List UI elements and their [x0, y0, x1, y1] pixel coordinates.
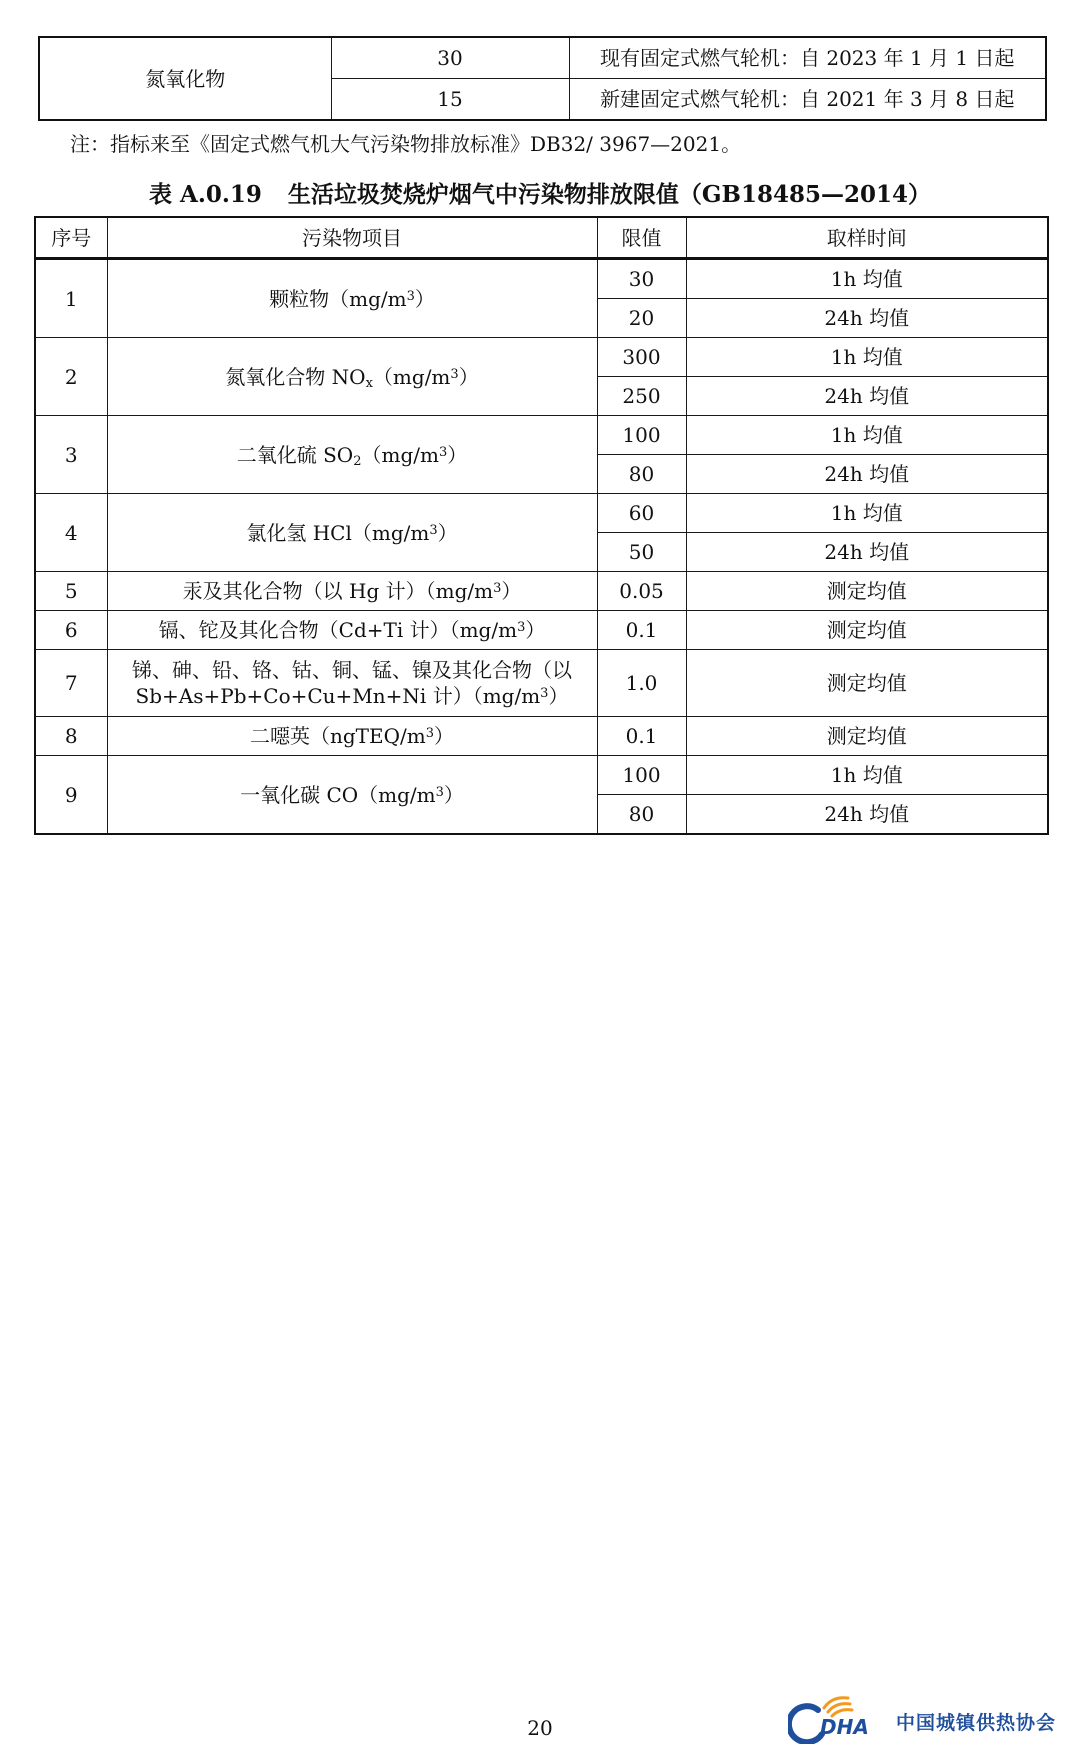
table-caption: [0, 176, 1080, 209]
limit-cell: 250: [597, 377, 686, 416]
table-row: [35, 494, 1048, 533]
table-header-row: [35, 217, 1048, 259]
table-row: [35, 717, 1048, 756]
limit-cell: 100: [597, 416, 686, 455]
table-row: [35, 259, 1048, 299]
sampling-time-cell: 测定均值: [686, 572, 1048, 611]
index-cell: 6: [35, 611, 107, 650]
limit-cell: 15: [331, 79, 569, 121]
index-cell: 5: [35, 572, 107, 611]
pollutant-cell: 二氧化硫 $SO_2(mg/m^3)$: [107, 416, 597, 494]
association-logo: [788, 1688, 1058, 1748]
index-cell: 1: [35, 259, 107, 338]
table-row: [35, 572, 1048, 611]
limit-cell: 30: [597, 259, 686, 299]
note-cell: 现有固定式燃气轮机：自 2023 年 1 月 1 日起: [569, 37, 1046, 79]
index-cell: 3: [35, 416, 107, 494]
sampling-time-cell: 24h 均值: [686, 377, 1048, 416]
table-row: [35, 756, 1048, 795]
note-cell: 新建固定式燃气轮机：自 2021 年 3 月 8 日起: [569, 79, 1046, 121]
org-name: 中国城镇供热协会: [896, 1712, 1057, 1734]
limit-cell: 1.0: [597, 650, 686, 717]
header-pollutant: 污染物项目: [107, 217, 597, 259]
table-row: [35, 338, 1048, 377]
sampling-time-cell: 1h 均值: [686, 494, 1048, 533]
limit-cell: 50: [597, 533, 686, 572]
svg-text:DHA: DHA: [820, 1715, 869, 1739]
sampling-time-cell: 24h 均值: [686, 533, 1048, 572]
incinerator-emission-limits-table: [34, 216, 1049, 835]
pollutant-cell: 汞及其化合物（以 Hg 计）$(mg/m^3)$: [107, 572, 597, 611]
limit-cell: 0.1: [597, 611, 686, 650]
pollutant-cell: 氯化氢 $HCl(mg/m^3)$: [107, 494, 597, 572]
pollutant-cell: 镉、铊及其化合物（Cd+Ti 计）$(mg/m^3)$: [107, 611, 597, 650]
sampling-time-cell: 24h 均值: [686, 299, 1048, 338]
index-cell: 8: [35, 717, 107, 756]
caption-number: 表 A.0.19: [148, 181, 262, 208]
header-sampling-time: 取样时间: [686, 217, 1048, 259]
pollutant-cell: 氮氧化物: [39, 37, 331, 120]
pollutant-cell: 氮氧化合物 $NO_x(mg/m^3)$: [107, 338, 597, 416]
limit-cell: 60: [597, 494, 686, 533]
index-cell: 4: [35, 494, 107, 572]
limit-cell: 20: [597, 299, 686, 338]
table-row: [39, 37, 1046, 79]
table-row: [35, 611, 1048, 650]
index-cell: 2: [35, 338, 107, 416]
header-index: 序号: [35, 217, 107, 259]
limit-cell: 30: [331, 37, 569, 79]
limit-cell: 80: [597, 455, 686, 494]
table-note: 注：指标来至《固定式燃气机大气污染物排放标准》DB32/ 3967—2021。: [70, 132, 742, 156]
sampling-time-cell: 测定均值: [686, 717, 1048, 756]
emission-limit-table-continued: [38, 36, 1047, 121]
table-row: [35, 650, 1048, 717]
limit-cell: 0.05: [597, 572, 686, 611]
sampling-time-cell: 测定均值: [686, 650, 1048, 717]
index-cell: 9: [35, 756, 107, 835]
pollutant-cell: 颗粒物$(mg/m^3)$: [107, 259, 597, 338]
cdha-logo-icon: [788, 1688, 898, 1744]
limit-cell: 100: [597, 756, 686, 795]
index-cell: 7: [35, 650, 107, 717]
sampling-time-cell: 1h 均值: [686, 756, 1048, 795]
caption-title: 生活垃圾焚烧炉烟气中污染物排放限值（GB18485—2014）: [287, 181, 931, 208]
table-row: [35, 416, 1048, 455]
limit-cell: 0.1: [597, 717, 686, 756]
sampling-time-cell: 24h 均值: [686, 455, 1048, 494]
limit-cell: 80: [597, 795, 686, 835]
sampling-time-cell: 1h 均值: [686, 338, 1048, 377]
pollutant-cell: 锑、砷、铅、铬、钴、铜、锰、镍及其化合物（以 Sb+As+Pb+Co+Cu+Mn+Ni 计）$(mg/m^3)$: [107, 650, 597, 717]
page-number: 20: [527, 1716, 553, 1740]
header-limit: 限值: [597, 217, 686, 259]
sampling-time-cell: 1h 均值: [686, 416, 1048, 455]
pollutant-cell: 一氧化碳 $CO(mg/m^3)$: [107, 756, 597, 835]
pollutant-cell: 二噁英$(ngTEQ/m^3)$: [107, 717, 597, 756]
limit-cell: 300: [597, 338, 686, 377]
sampling-time-cell: 测定均值: [686, 611, 1048, 650]
sampling-time-cell: 1h 均值: [686, 259, 1048, 299]
sampling-time-cell: 24h 均值: [686, 795, 1048, 835]
